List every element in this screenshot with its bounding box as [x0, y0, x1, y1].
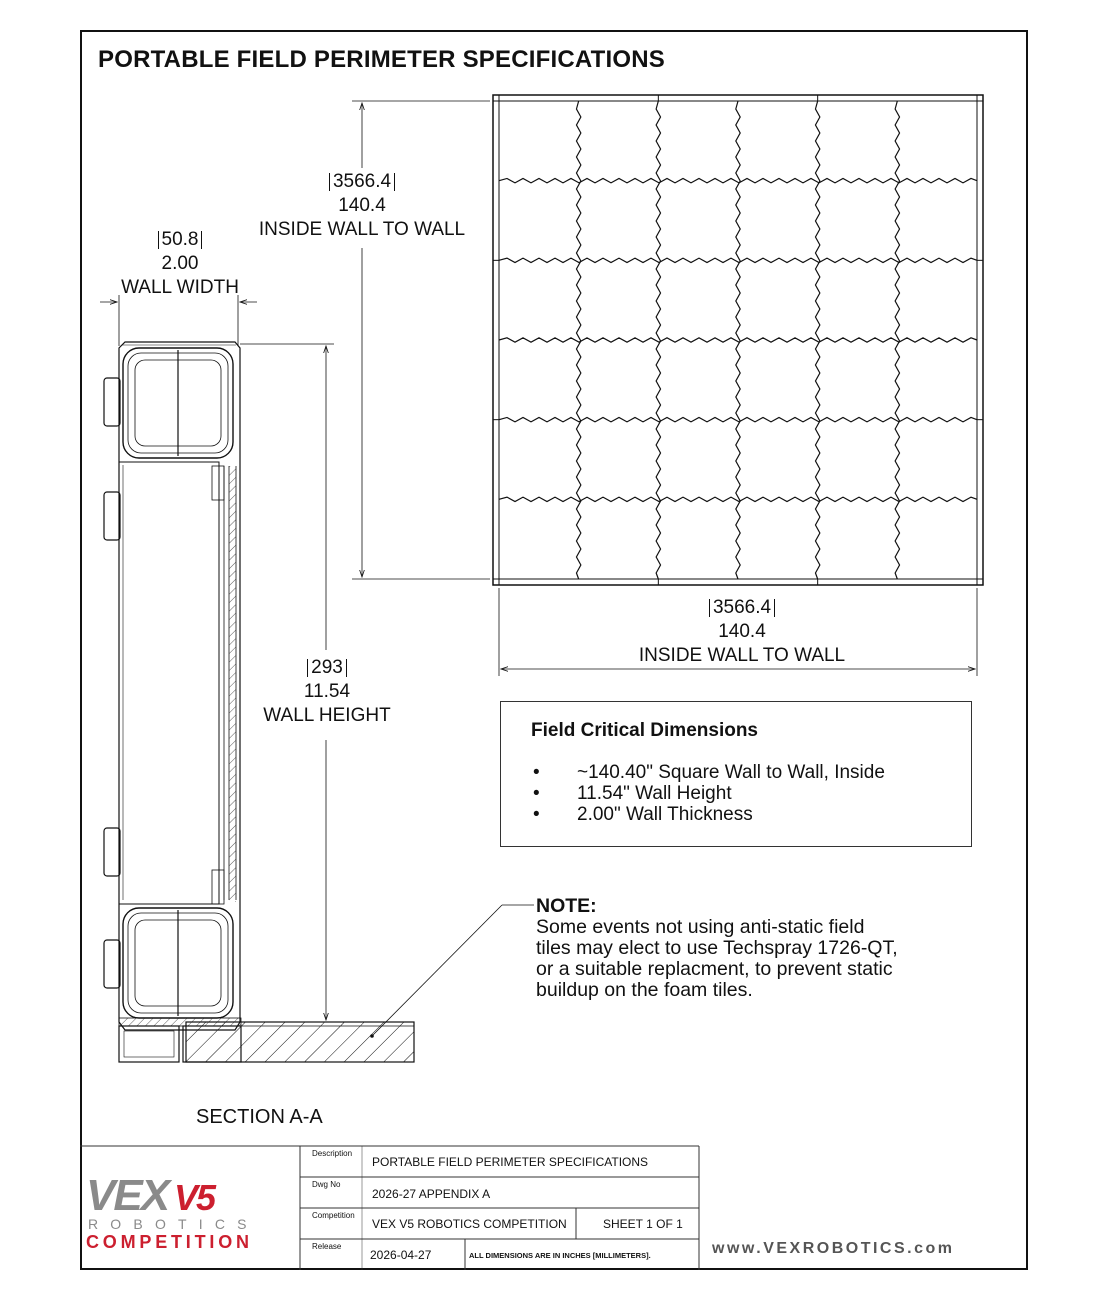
list-item: [531, 804, 885, 825]
note-block: [536, 896, 996, 1001]
dim-inch-value: 140.4: [338, 195, 386, 216]
tb-units-note: ALL DIMENSIONS ARE IN INCHES [MILLIMETERS].: [469, 1251, 651, 1260]
bullet-icon: •: [533, 762, 540, 783]
list-item-text: ~140.40" Square Wall to Wall, Inside: [577, 762, 885, 783]
website-url: www.VEXROBOTICS.com: [712, 1240, 955, 1257]
tb-dwg-value: 2026-27 APPENDIX A: [372, 1187, 491, 1201]
section-label: SECTION A-A: [196, 1106, 323, 1128]
field-inner-wall: [499, 101, 977, 579]
note-line: buildup on the foam tiles.: [536, 979, 753, 1001]
tile-seam-horizontal: [499, 178, 977, 182]
dim-inch-value: 2.00: [161, 253, 199, 274]
note-line: tiles may elect to use Techspray 1726-QT,: [536, 937, 898, 959]
dim-label: WALL WIDTH: [121, 277, 239, 298]
critical-dimensions-heading: Field Critical Dimensions: [531, 720, 758, 741]
note-heading: NOTE: [536, 895, 591, 917]
dim-wall-width-text: [110, 228, 250, 300]
dim-label: INSIDE WALL TO WALL: [258, 219, 466, 240]
tile-seam-vertical: [736, 101, 740, 579]
tb-description-key: Description: [312, 1149, 353, 1158]
logo-v5-text: V5: [174, 1177, 215, 1218]
bullet-icon: •: [533, 804, 540, 825]
tb-release-value: 2026-04-27: [370, 1248, 432, 1262]
note-colon: :: [590, 895, 597, 917]
dim-label: INSIDE WALL TO WALL: [638, 645, 846, 666]
tile-seam-vertical: [656, 101, 660, 579]
dim-inside-vertical-text: [246, 170, 478, 242]
tile-seam-horizontal: [499, 338, 977, 342]
tb-sheet-value: SHEET 1 OF 1: [603, 1217, 683, 1231]
tb-competition-value: VEX V5 ROBOTICS COMPETITION: [372, 1217, 567, 1231]
list-item-text: 2.00" Wall Thickness: [577, 804, 753, 825]
tb-description-value: PORTABLE FIELD PERIMETER SPECIFICATIONS: [372, 1155, 649, 1169]
critical-dimensions-box: [500, 701, 972, 847]
page-title: PORTABLE FIELD PERIMETER SPECIFICATIONS: [98, 46, 665, 73]
dimension-wall-width: [100, 295, 257, 346]
critical-dimensions-list: [531, 762, 885, 825]
field-top-view: [493, 95, 983, 585]
dim-mm-value: 3566.4: [329, 173, 395, 191]
bullet-icon: •: [533, 783, 540, 804]
tile-seam-vertical: [576, 101, 580, 579]
list-item: [531, 783, 885, 804]
note-line: or a suitable replacment, to prevent static: [536, 958, 893, 980]
field-tile-grid: [493, 95, 983, 585]
list-item-text: 11.54" Wall Height: [577, 783, 732, 804]
wall-cross-section: [104, 342, 241, 1062]
tb-competition-key: Competition: [312, 1211, 355, 1220]
dim-mm-value: 3566.4: [709, 599, 775, 617]
dim-label: WALL HEIGHT: [263, 705, 391, 726]
dim-mm-value: 50.8: [158, 231, 203, 249]
list-item: [531, 762, 885, 783]
dim-inch-value: 11.54: [303, 681, 351, 702]
logo-robotics-text: ROBOTICS: [88, 1216, 259, 1232]
dim-wall-height-text: [252, 656, 402, 728]
dim-mm-value: 293: [307, 659, 347, 677]
tb-dwg-key: Dwg No: [312, 1180, 341, 1189]
logo-competition-text: COMPETITION: [86, 1232, 253, 1252]
tile-seam-horizontal: [499, 258, 977, 262]
vex-v5-logo: [86, 1170, 296, 1256]
logo-vex-text: VEX: [86, 1171, 169, 1220]
tb-release-key: Release: [312, 1242, 342, 1251]
dim-inside-horizontal-text: [622, 596, 862, 668]
note-line: Some events not using anti-static field: [536, 916, 865, 938]
note-leader-line: [370, 905, 534, 1038]
dim-inch-value: 140.4: [718, 621, 766, 642]
